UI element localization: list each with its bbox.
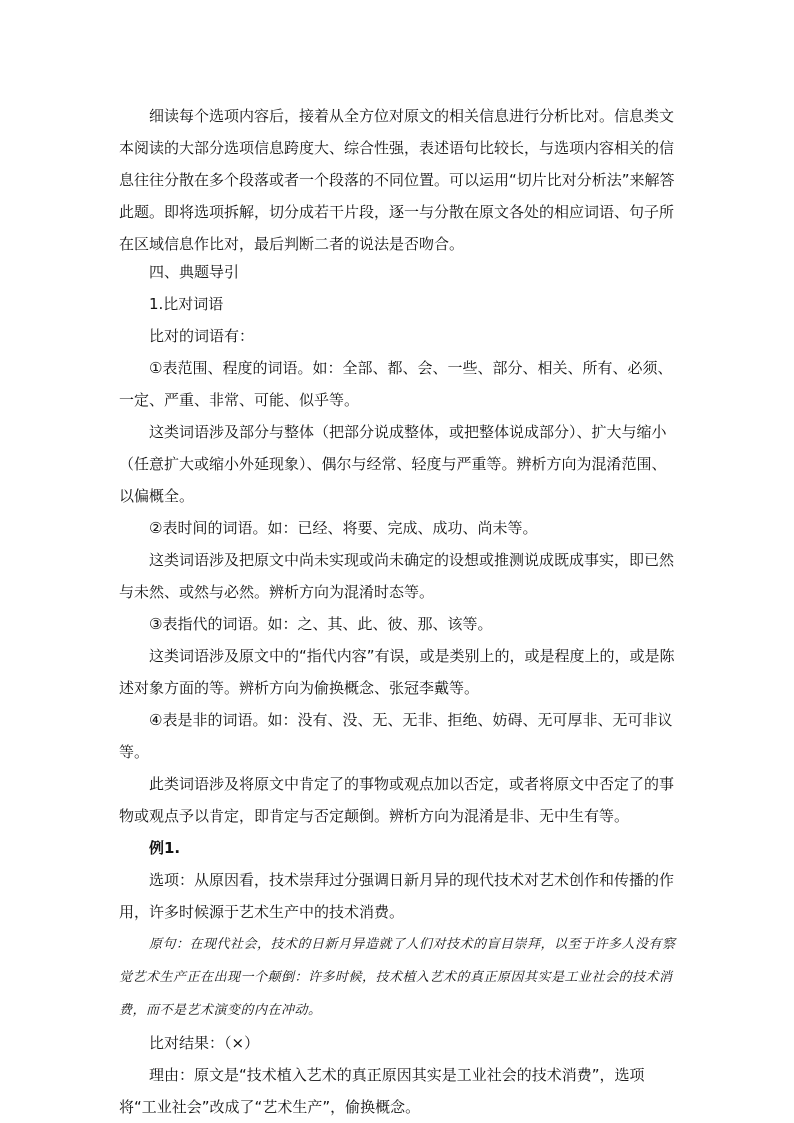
section-intro-line: 比对的词语有：: [149, 327, 255, 345]
example-reason: 理由：原文是“技术植入艺术的真正原因其实是工业社会的技术消费”，选项将“工业社会”改成了“艺术生产”，偷换概念。: [119, 1066, 645, 1116]
example-label: 例1.: [149, 839, 181, 857]
item-title: ④表是非的词语。如：没有、没、无、无非、拒绝、妨碍、无可厚非、无可非议等。: [119, 711, 673, 761]
example-original: 原句：在现代社会，技术的日新月异造就了人们对技术的盲目崇拜，以至于许多人没有察觉艺术生产正在出现一个颠倒：许多时候，技术植入艺术的真正原因其实是工业社会的技术消费，而不是艺术演变的内在冲动。: [119, 937, 676, 1018]
item-title: ②表时间的词语。如：已经、将要、完成、成功、尚未等。: [149, 519, 538, 537]
intro-section: [119, 100, 680, 260]
section-subheading: 1.比对词语: [149, 295, 224, 313]
example-option: 选项：从原因看，技术崇拜过分强调日新月异的现代技术对艺术创作和传播的作用，许多时候源于艺术生产中的技术消费。: [119, 871, 675, 921]
intro-paragraph: 细读每个选项内容后，接着从全方位对原文的相关信息进行分析比对。信息类文本阅读的大部分选项信息跨度大、综合性强，表述语句比较长，与选项内容相关的信息往往分散在多个段落或者一个段落的不同位置。可以运用“切片比对分析法”来解答此题。即将选项拆解，切分成若干片段，逐一与分散在原文各处的相应词语、句子所在区域信息作比对，最后判断二者的说法是否吻合。: [119, 107, 675, 253]
item-explain: 此类词语涉及将原文中肯定了的事物或观点加以否定，或者将原文中否定了的事物或观点予以肯定，即肯定与否定颠倒。辨析方向为混淆是非、无中生有等。: [119, 775, 675, 825]
item-explain: 这类词语涉及原文中的“指代内容”有误，或是类别上的，或是程度上的，或是陈述对象方面的等。辨析方向为偷换概念、张冠李戴等。: [119, 647, 675, 697]
example-result: 比对结果：（×）: [149, 1034, 260, 1052]
item-title: ③表指代的词语。如：之、其、此、彼、那、该等。: [149, 615, 493, 633]
item-explain: 这类词语涉及把原文中尚未实现或尚未确定的设想或推测说成既成事实，即已然与未然、或然与必然。辨析方向为混淆时态等。: [119, 551, 675, 601]
guide-section: [119, 256, 680, 1123]
item-explain: 这类词语涉及部分与整体（把部分说成整体，或把整体说成部分）、扩大与缩小（任意扩大或缩小外延现象）、偶尔与经常、轻度与严重等。辨析方向为混淆范围、以偏概全。: [119, 423, 667, 505]
section-heading: 四、典题导引: [149, 263, 240, 281]
item-title: ①表范围、程度的词语。如：全部、都、会、一些、部分、相关、所有、必须、一定、严重、非常、可能、似乎等。: [119, 359, 673, 409]
